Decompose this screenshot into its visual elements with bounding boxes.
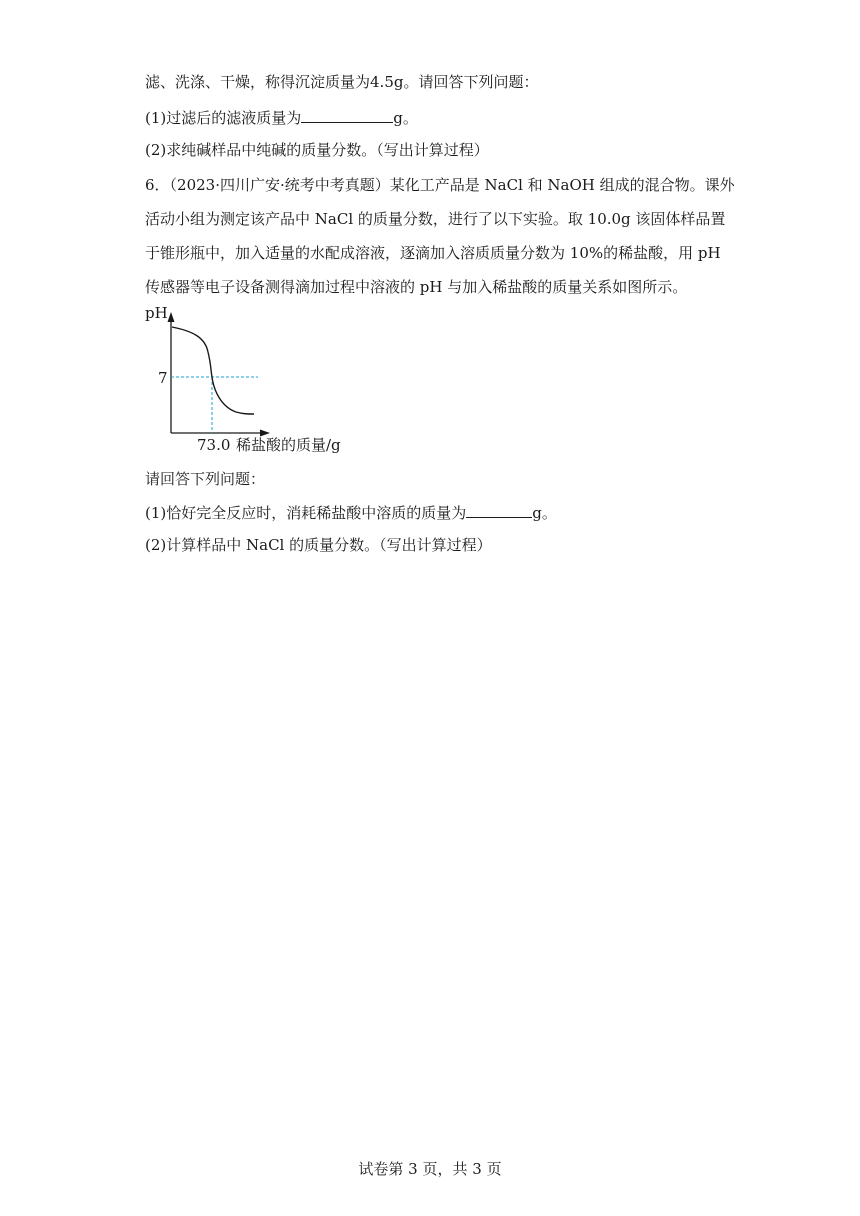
ph-chart	[0, 0, 860, 470]
ph-curve	[172, 327, 254, 414]
question-6-line-3: 于锥形瓶中，加入适量的水配成溶液，逐滴加入溶质质量分数为 10%的稀盐酸，用 pH	[145, 244, 721, 262]
question-6-2: (2)计算样品中 NaCl 的质量分数。（写出计算过程）	[145, 536, 492, 554]
question-5-2: (2)求纯碱样品中纯碱的质量分数。（写出计算过程）	[145, 141, 489, 159]
chart-axes	[168, 312, 271, 437]
question-6-1-text: (1)恰好完全反应时，消耗稀盐酸中溶质的质量为	[145, 504, 467, 522]
text-line-1: 滤、洗涤、干燥，称得沉淀质量为4.5g。请回答下列问题：	[145, 73, 539, 91]
y-axis-arrow	[168, 312, 175, 322]
question-5-1-unit: g。	[393, 109, 418, 127]
question-6-prompt: 请回答下列问题：	[145, 470, 266, 488]
page-footer: 试卷第 3 页，共 3 页	[358, 1160, 502, 1178]
question-5-1-text: (1)过滤后的滤液质量为	[145, 109, 302, 127]
question-6-1-unit: g。	[532, 504, 557, 522]
answer-blank-6-1[interactable]	[466, 501, 532, 518]
question-6-line-1: 6．（2023·四川广安·统考中考真题）某化工产品是 NaCl 和 NaOH 组成的混合物。课外	[145, 176, 735, 194]
x-axis-label: 稀盐酸的质量/g	[236, 436, 341, 454]
question-6-line-2: 活动小组为测定该产品中 NaCl 的质量分数，进行了以下实验。取 10.0g 该固体样品置	[145, 210, 726, 228]
question-6-line-4: 传感器等电子设备测得滴加过程中溶液的 pH 与加入稀盐酸的质量关系如图所示。	[145, 278, 688, 296]
question-6-1	[145, 501, 557, 523]
x-tick-label-73: 73.0	[197, 436, 231, 454]
y-tick-label-7: 7	[158, 369, 168, 387]
y-axis-label: pH	[145, 304, 168, 322]
